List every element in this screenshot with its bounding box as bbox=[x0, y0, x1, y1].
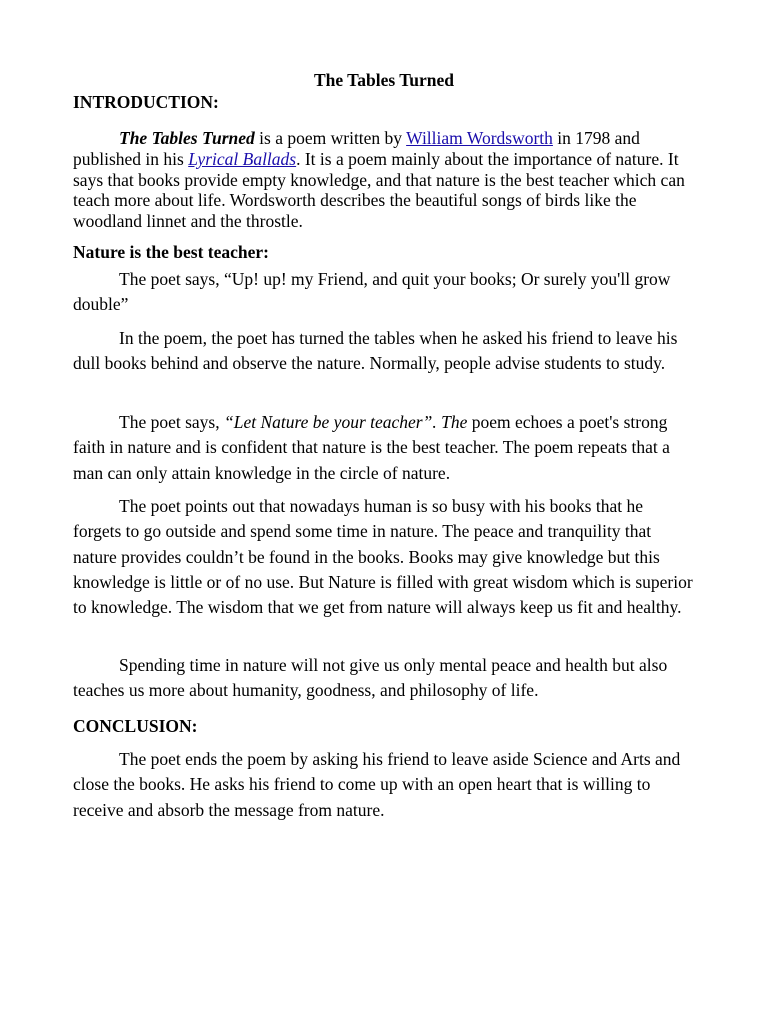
busy-human-paragraph bbox=[73, 494, 693, 620]
quote-paragraph-text: The poet says, “Up! up! my Friend, and quit your books; Or surely you'll grow double” bbox=[73, 269, 671, 315]
conclusion-heading: CONCLUSION: bbox=[73, 716, 198, 736]
nature-teacher-paragraph bbox=[73, 410, 693, 486]
spending-time-paragraph bbox=[73, 653, 693, 704]
nature-teacher-heading: Nature is the best teacher: bbox=[73, 242, 270, 262]
nature-teacher-rest: poem echoes a poet's strong faith in nature and is confident that nature is the best teacher. The poem repeats that a man can only attain knowledge in the circle of nature. bbox=[73, 412, 670, 483]
document-title: The Tables Turned bbox=[313, 70, 455, 90]
william-wordsworth-link[interactable]: William Wordsworth bbox=[406, 128, 553, 148]
busy-human-text: The poet points out that nowadays human is so busy with his books that he forgets to go outside and spend some time in nature. The peace and tranquility that nature provides couldn’t be found in the books. Books may give knowledge but this knowledge is little or of no use. But Nature is filled with great wisdom which is superior to knowledge. The wisdom that we get from nature will always keep us fit and healthy. bbox=[73, 496, 693, 618]
lyrical-ballads-link[interactable]: Lyrical Ballads bbox=[188, 148, 297, 169]
conclusion-paragraph bbox=[73, 747, 693, 823]
intro-text-3: . It is a poem mainly about the importance of nature. It says that books provide empty knowledge, and that nature is the best teacher which can teach more about life. Wordsworth describes the beautiful songs of birds like the woodland linnet and the throstle. bbox=[73, 148, 685, 232]
spending-time-text: Spending time in nature will not give us only mental peace and health but also teaches us more about humanity, goodness, and philosophy of life. bbox=[73, 655, 668, 701]
quote-paragraph bbox=[73, 267, 693, 318]
tables-turned-text: In the poem, the poet has turned the tables when he asked his friend to leave his dull books behind and observe the nature. Normally, people advise students to study. bbox=[73, 328, 678, 374]
tables-turned-paragraph bbox=[73, 326, 693, 377]
introduction-heading: INTRODUCTION: bbox=[73, 92, 219, 112]
conclusion-text: The poet ends the poem by asking his friend to leave aside Science and Arts and close the books. He asks his friend to come up with an open heart that is willing to receive and absorb the message from nature. bbox=[73, 749, 681, 820]
intro-text-2: in 1798 and published in his bbox=[73, 128, 640, 169]
intro-text-1: is a poem written by bbox=[254, 128, 407, 148]
poem-title-text: The Tables Turned bbox=[119, 128, 255, 148]
nature-teacher-quote: “Let Nature be your teacher”. The bbox=[223, 412, 468, 432]
introduction-paragraph bbox=[73, 128, 693, 232]
nature-teacher-lead: The poet says, bbox=[119, 412, 224, 432]
